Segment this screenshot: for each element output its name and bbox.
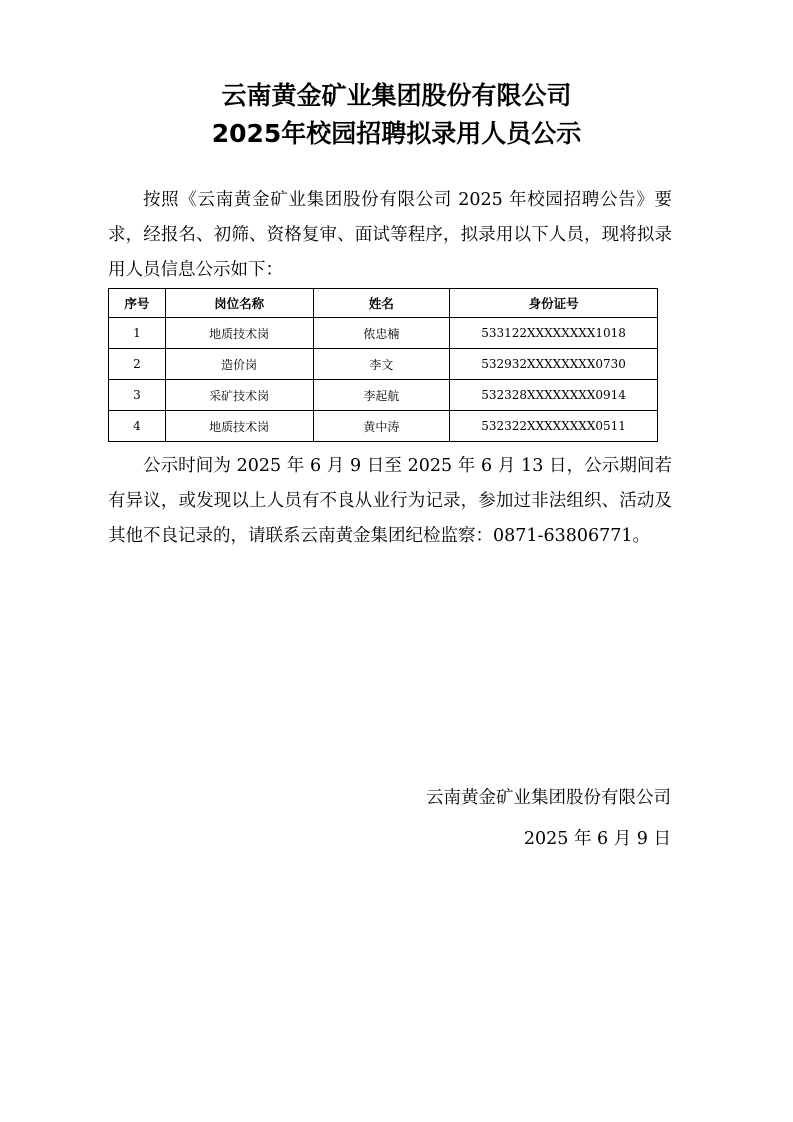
header-position: 岗位名称 bbox=[165, 289, 313, 318]
cell-name: 李起航 bbox=[313, 380, 450, 411]
cell-id-number: 533122XXXXXXXX1018 bbox=[450, 318, 658, 349]
cell-name: 李文 bbox=[313, 349, 450, 380]
cell-serial-number: 2 bbox=[109, 349, 166, 380]
table-row bbox=[109, 411, 658, 442]
cell-id-number: 532328XXXXXXXX0914 bbox=[450, 380, 658, 411]
cell-name: 侬忠楠 bbox=[313, 318, 450, 349]
document-title-line-2: 2025年校园招聘拟录用人员公示 bbox=[211, 119, 582, 148]
cell-serial-number: 4 bbox=[109, 411, 166, 442]
cell-serial-number: 1 bbox=[109, 318, 166, 349]
cell-position: 采矿技术岗 bbox=[165, 380, 313, 411]
signature-organization: 云南黄金矿业集团股份有限公司 bbox=[426, 788, 671, 808]
cell-name: 黄中涛 bbox=[313, 411, 450, 442]
intro-paragraph: 按照《云南黄金矿业集团股份有限公司 2025 年校园招聘公告》要求，经报名、初筛、资格复审、面试等程序，拟录用以下人员，现将拟录用人员信息公示如下： bbox=[108, 190, 672, 280]
table-row bbox=[109, 349, 658, 380]
document-title-line-1: 云南黄金矿业集团股份有限公司 bbox=[221, 81, 572, 110]
cell-id-number: 532322XXXXXXXX0511 bbox=[450, 411, 658, 442]
header-name: 姓名 bbox=[313, 289, 450, 318]
header-id-number: 身份证号 bbox=[450, 289, 658, 318]
table-row bbox=[109, 380, 658, 411]
table-row bbox=[109, 318, 658, 349]
cell-id-number: 532932XXXXXXXX0730 bbox=[450, 349, 658, 380]
table-header-row bbox=[109, 289, 658, 318]
candidate-table bbox=[108, 288, 658, 442]
cell-position: 地质技术岗 bbox=[165, 411, 313, 442]
cell-position: 地质技术岗 bbox=[165, 318, 313, 349]
signature-date: 2025 年 6 月 9 日 bbox=[523, 829, 671, 849]
notice-paragraph: 公示时间为 2025 年 6 月 9 日至 2025 年 6 月 13 日，公示期间若有异议，或发现以上人员有不良从业行为记录，参加过非法组织、活动及其他不良记录的，请联系云南黄金集团纪检监察：0871-63806771。 bbox=[108, 456, 672, 546]
cell-position: 造价岗 bbox=[165, 349, 313, 380]
cell-serial-number: 3 bbox=[109, 380, 166, 411]
header-serial-number: 序号 bbox=[109, 289, 166, 318]
